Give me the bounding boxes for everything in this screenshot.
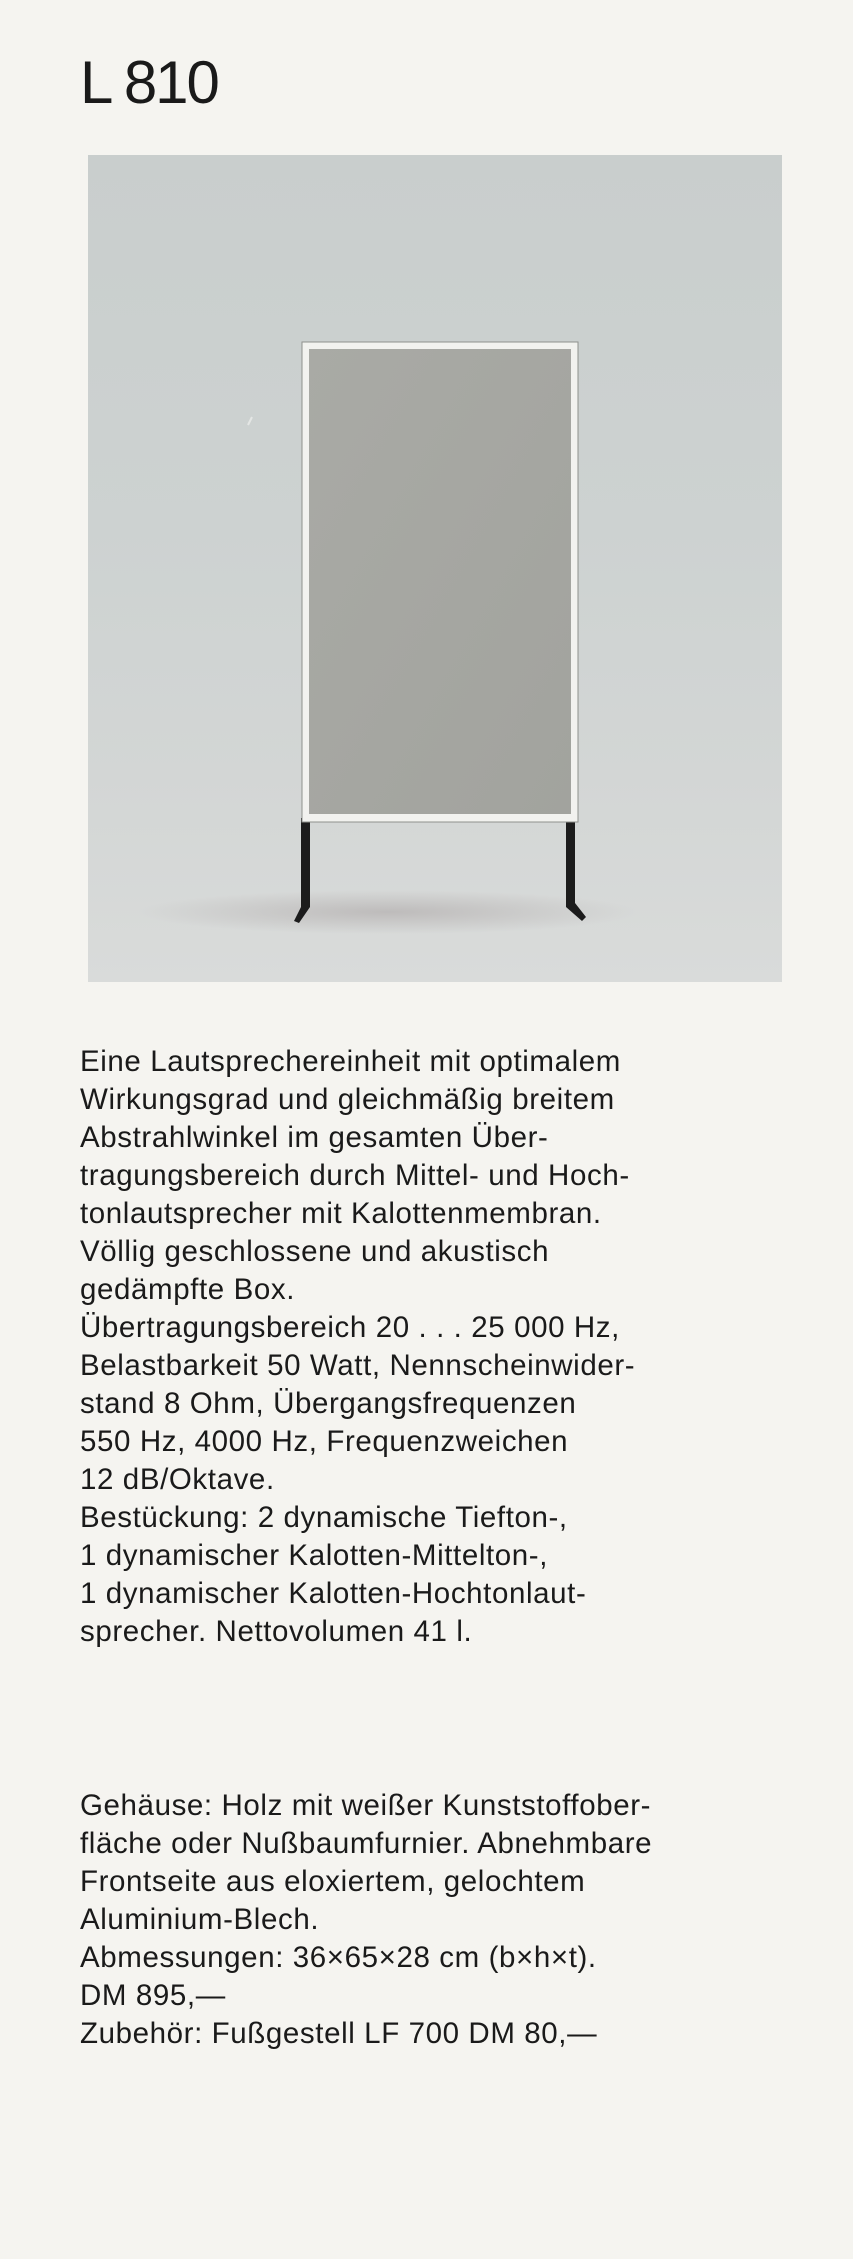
specs-line: Frontseite aus eloxiertem, gelochtem — [80, 1865, 586, 1898]
description-line: Eine Lautsprechereinheit mit optimalem — [80, 1045, 621, 1078]
description-line: Völlig geschlossene und akustisch — [80, 1235, 550, 1268]
specs-line: fläche oder Nußbaumfurnier. Abnehmbare — [80, 1827, 653, 1860]
description-line: 1 dynamischer Kalotten-Mittelton-, — [80, 1539, 549, 1572]
page-title: L 810 — [80, 49, 218, 116]
description-line: Wirkungsgrad und gleichmäßig breitem — [80, 1083, 615, 1116]
description-line: 550 Hz, 4000 Hz, Frequenzweichen — [80, 1425, 569, 1458]
description-line: sprecher. Nettovolumen 41 l. — [80, 1615, 473, 1648]
description-line: gedämpfte Box. — [80, 1273, 296, 1306]
specs-line: Aluminium-Blech. — [80, 1903, 320, 1936]
specs-text — [80, 1787, 780, 2053]
specs-line: DM 895,— — [80, 1979, 226, 2012]
description-line: 1 dynamischer Kalotten-Hochtonlaut- — [80, 1577, 587, 1610]
description-line: Belastbarkeit 50 Watt, Nennscheinwider- — [80, 1349, 636, 1382]
description-line: tonlautsprecher mit Kalottenmembran. — [80, 1197, 602, 1230]
description-line: Abstrahlwinkel im gesamten Über- — [80, 1121, 549, 1154]
specs-line: Zubehör: Fußgestell LF 700 DM 80,— — [80, 2017, 598, 2050]
floor-shadow — [138, 890, 638, 934]
product-photo — [88, 155, 782, 982]
description-line: Bestückung: 2 dynamische Tiefton-, — [80, 1501, 568, 1534]
loudspeaker-on-stand-icon — [88, 155, 782, 982]
speaker-front-panel — [309, 349, 571, 814]
specs-line: Gehäuse: Holz mit weißer Kunststoffober- — [80, 1789, 652, 1822]
description-line: tragungsbereich durch Mittel- und Hoch- — [80, 1159, 630, 1192]
description-line: 12 dB/Oktave. — [80, 1463, 275, 1496]
specs-line: Abmessungen: 36×65×28 cm (b×h×t). — [80, 1941, 597, 1974]
description-line: stand 8 Ohm, Übergangsfrequenzen — [80, 1387, 577, 1420]
description-text — [80, 1043, 780, 1651]
description-line: Übertragungsbereich 20 . . . 25 000 Hz, — [80, 1311, 620, 1344]
